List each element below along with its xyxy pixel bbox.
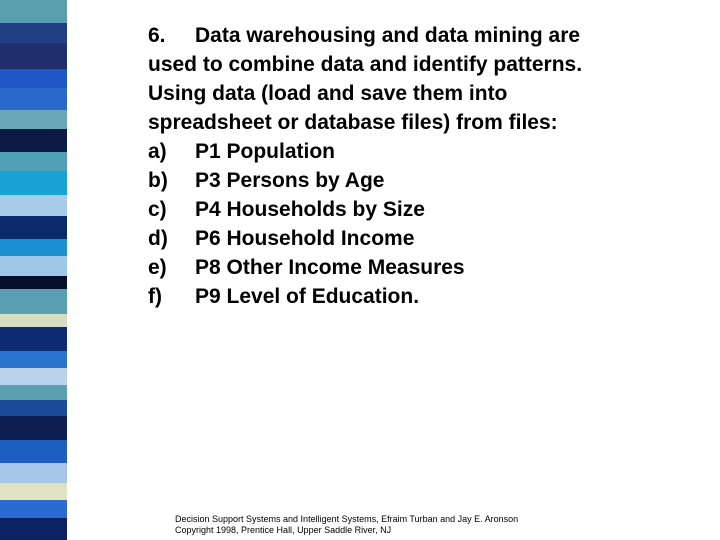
list-item [148, 166, 708, 195]
stripe-block [0, 289, 67, 313]
footer-line-1: Decision Support Systems and Intelligent Systems, Efraim Turban and Jay E. Aronson [175, 514, 519, 524]
stripe-block [0, 327, 67, 350]
stripe-block [0, 276, 67, 290]
stripe-block [0, 256, 67, 275]
list-item-text: P6 Household Income [195, 227, 415, 250]
list-item-label: c) [148, 198, 167, 221]
list-item-label: e) [148, 256, 167, 279]
stripe-block [0, 110, 67, 129]
stripe-block [0, 416, 67, 440]
stripe-block [0, 385, 67, 401]
stripe-block [0, 195, 67, 215]
list-item [148, 137, 708, 166]
decorative-stripe [0, 0, 67, 540]
list-item [148, 224, 708, 253]
list-item-text: P4 Households by Size [195, 198, 425, 221]
stripe-block [0, 129, 67, 151]
list-item [148, 282, 708, 311]
stripe-block [0, 351, 67, 368]
stripe-block [0, 69, 67, 88]
item-number: 6. [148, 24, 166, 47]
list-item-text: P3 Persons by Age [195, 169, 385, 192]
stripe-block [0, 88, 67, 109]
stripe-block [0, 400, 67, 416]
stripe-block [0, 43, 67, 69]
slide-body [148, 21, 708, 311]
list-item-text: P8 Other Income Measures [195, 256, 465, 279]
list-item [148, 253, 708, 282]
stripe-block [0, 483, 67, 500]
footer-citation [175, 514, 695, 536]
list-item-text: P9 Level of Education. [195, 285, 420, 308]
stripe-block [0, 500, 67, 517]
list-item-label: d) [148, 227, 168, 250]
intro-line-4: spreadsheet or database files) from files: [148, 111, 558, 134]
intro-line-2: used to combine data and identify patterns. [148, 53, 583, 76]
intro-text-1: Data warehousing and data mining are [195, 24, 581, 47]
stripe-block [0, 368, 67, 385]
stripe-block [0, 171, 67, 195]
list-item-label: b) [148, 169, 168, 192]
intro-line-1 [148, 21, 708, 50]
list-item-label: f) [148, 285, 162, 308]
stripe-block [0, 518, 67, 540]
stripe-block [0, 239, 67, 256]
stripe-block [0, 152, 67, 171]
stripe-block [0, 314, 67, 328]
stripe-block [0, 23, 67, 42]
stripe-block [0, 0, 67, 23]
list-item-label: a) [148, 140, 167, 163]
list-item [148, 195, 708, 224]
stripe-block [0, 216, 67, 239]
footer-line-2: Copyright 1998, Prentice Hall, Upper Saddle River, NJ [175, 525, 392, 535]
intro-line-3: Using data (load and save them into [148, 82, 508, 105]
list-item-text: P1 Population [195, 140, 336, 163]
stripe-block [0, 440, 67, 463]
stripe-block [0, 463, 67, 482]
